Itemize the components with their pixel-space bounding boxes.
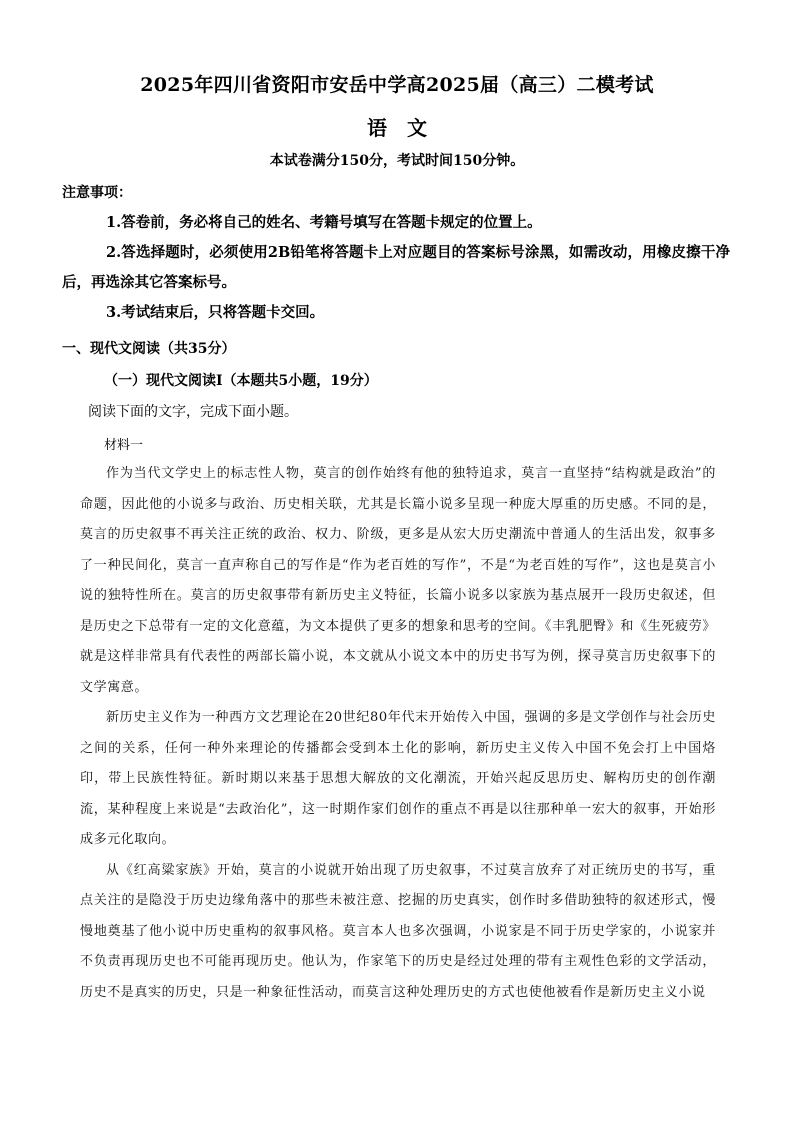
notice-item-2: 2.答选择题时，必须使用2B铅笔将答题卡上对应题目的答案标号涂黑，如需改动，用橡皮擦干净后，再选涂其它答案标号。 [62,244,730,291]
paragraph-2: 新历史主义作为一种西方文艺理论在20世纪80年代末开始传入中国，强调的多是文学创作与社会历史之间的关系，任何一种外来理论的传播都会受到本土化的影响，新历史主义传入中国不免会打上中国烙印，带上民族性特征。新时期以来基于思想大解放的文化潮流，开始兴起反思历史、解构历史的创作潮流，某种程度上来说是“去政治化”，这一时期作家们创作的重点不再是以往那种单一宏大的叙事，开始形成多元化取向。 [80,710,716,847]
material-body [80,459,716,1008]
section-subheading: （一）现代文阅读Ⅰ（本题共5小题，19分） [104,373,378,389]
notice-list [62,208,730,328]
exam-title: 2025年四川省资阳市安岳中学高2025届（高三）二模考试 [140,74,654,96]
notice-item-1: 1.答卷前，务必将自己的姓名、考籍号填写在答题卡规定的位置上。 [106,214,542,231]
exam-info: 本试卷满分150分，考试时间150分钟。 [269,153,525,169]
notice-heading: 注意事项： [62,185,132,201]
notice-item-3: 3.考试结束后，只将答题卡交回。 [106,304,325,321]
paragraph-3: 从《红高粱家族》开始，莫言的小说就开始出现了历史叙事，不过莫言放弃了对正统历史的书写，重点关注的是隐没于历史边缘角落中的那些未被注意、挖掘的历史真实，创作时多借助独特的叙述形式，慢慢地奠基了他小说中历史重构的叙事风格。莫言本人也多次强调，小说家是不同于历史学家的，小说家并不负责再现历史也不可能再现历史。他认为，作家笔下的历史是经过处理的带有主观性色彩的文学活动，历史不是真实的历史，只是一种象征性活动，而莫言这种处理历史的方式也使他被看作是新历史主义小说 [80,862,716,1000]
subject-title: 语文 [367,116,447,140]
section-heading: 一、现代文阅读（共35分） [62,341,236,357]
material-label: 材料一 [104,438,144,453]
reading-instruction: 阅读下面的文字，完成下面小题。 [88,404,298,420]
paragraph-1: 作为当代文学史上的标志性人物，莫言的创作始终有他的独特追求，莫言一直坚持“结构就是政治”的命题，因此他的小说多与政治、历史相关联，尤其是长篇小说多呈现一种庞大厚重的历史感。不同的是，莫言的历史叙事不再关注正统的政治、权力、阶级，更多是从宏大历史潮流中普通人的生活出发，叙事多了一种民间化，莫言一直声称自己的写作是“作为老百姓的写作”，不是“为老百姓的写作”，这也是莫言小说的独特性所在。莫言的历史叙事带有新历史主义特征，长篇小说多以家族为基点展开一段历史叙述，但是历史之下总带有一定的文化意蕴，为文本提供了更多的想象和思考的空间。《丰乳肥臀》和《生死疲劳》就是这样非常具有代表性的两部长篇小说，本文就从小说文本中的历史书写为例，探寻莫言历史叙事下的文学寓意。 [80,466,716,695]
